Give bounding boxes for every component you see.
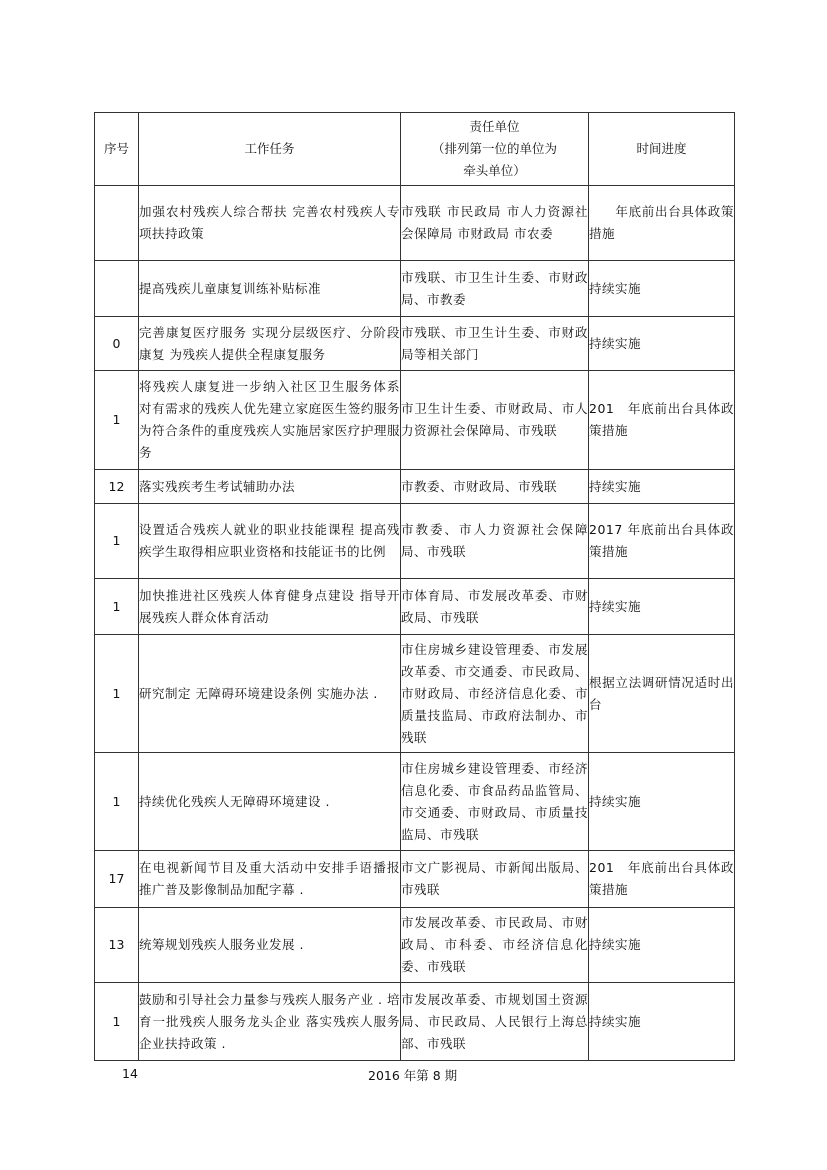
header-no: 序号 <box>95 113 139 186</box>
row-task: 加强农村残疾人综合帮扶 完善农村残疾人专项扶持政策 <box>139 186 401 261</box>
row-task: 统筹规划残疾人服务业发展 . <box>139 908 401 983</box>
row-task: 设置适合残疾人就业的职业技能课程 提高残疾学生取得相应职业资格和技能证书的比例 <box>139 504 401 579</box>
row-number: 13 <box>95 908 139 983</box>
table-row <box>95 317 735 371</box>
row-time: 持续实施 <box>589 470 735 504</box>
row-unit: 市残联、市卫生计生委、市财政局、市教委 <box>401 261 589 317</box>
row-unit: 市教委、市财政局、市残联 <box>401 470 589 504</box>
table-header-row <box>95 113 735 186</box>
row-task: 持续优化残疾人无障碍环境建设 . <box>139 753 401 851</box>
table-row <box>95 186 735 261</box>
row-time: 年底前出台具体政策措施 <box>589 186 735 261</box>
row-time: 持续实施 <box>589 753 735 851</box>
row-unit: 市住房城乡建设管理委、市发展改革委、市交通委、市民政局、市财政局、市经济信息化委、市质量技监局、市政府法制办、市残联 <box>401 635 589 753</box>
table-row <box>95 261 735 317</box>
row-number: 1 <box>95 753 139 851</box>
table-row <box>95 753 735 851</box>
row-time: 持续实施 <box>589 983 735 1061</box>
row-number: 17 <box>95 851 139 908</box>
header-unit-line: （排列第一位的单位为 <box>431 141 557 156</box>
row-task: 提高残疾儿童康复训练补贴标准 <box>139 261 401 317</box>
row-time: 201 年底前出台具体政策措施 <box>589 371 735 470</box>
row-number: 0 <box>95 317 139 371</box>
header-task: 工作任务 <box>139 113 401 186</box>
header-unit-line: 责任单位 <box>469 119 520 134</box>
row-time: 持续实施 <box>589 908 735 983</box>
row-number: 12 <box>95 470 139 504</box>
table-row <box>95 504 735 579</box>
row-number <box>95 261 139 317</box>
row-unit: 市体育局、市发展改革委、市财政局、市残联 <box>401 579 589 635</box>
row-number: 1 <box>95 983 139 1061</box>
row-time: 持续实施 <box>589 579 735 635</box>
row-number: 1 <box>95 579 139 635</box>
row-unit: 市残联 市民政局 市人力资源社会保障局 市财政局 市农委 <box>401 186 589 261</box>
header-unit <box>401 113 589 186</box>
row-task: 鼓励和引导社会力量参与残疾人服务产业 . 培育一批残疾人服务龙头企业 落实残疾人服务企业扶持政策 . <box>139 983 401 1061</box>
row-task: 将残疾人康复进一步纳入社区卫生服务体系 对有需求的残疾人优先建立家庭医生签约服务 为符合条件的重度残疾人实施居家医疗护理服务 <box>139 371 401 470</box>
row-unit: 市残联、市卫生计生委、市财政局等相关部门 <box>401 317 589 371</box>
row-number: 1 <box>95 371 139 470</box>
row-number: 1 <box>95 504 139 579</box>
row-time: 根据立法调研情况适时出台 <box>589 635 735 753</box>
row-unit: 市卫生计生委、市财政局、市人力资源社会保障局、市残联 <box>401 371 589 470</box>
header-unit-line: 牵头单位） <box>463 163 526 178</box>
table-row <box>95 635 735 753</box>
table-row <box>95 579 735 635</box>
table-row <box>95 983 735 1061</box>
row-unit: 市发展改革委、市规划国土资源局、市民政局、人民银行上海总部、市残联 <box>401 983 589 1061</box>
row-task: 落实残疾考生考试辅助办法 <box>139 470 401 504</box>
row-time: 持续实施 <box>589 261 735 317</box>
policy-task-table <box>94 112 735 1061</box>
table-row <box>95 371 735 470</box>
header-time: 时间进度 <box>589 113 735 186</box>
row-task: 在电视新闻节目及重大活动中安排手语播报 推广普及影像制品加配字幕 . <box>139 851 401 908</box>
row-unit: 市住房城乡建设管理委、市经济信息化委、市食品药品监管局、市交通委、市财政局、市质量技监局、市残联 <box>401 753 589 851</box>
row-number <box>95 186 139 261</box>
table-row <box>95 908 735 983</box>
row-time: 2017 年底前出台具体政策措施 <box>589 504 735 579</box>
row-unit: 市发展改革委、市民政局、市财政局、市科委、市经济信息化委、市残联 <box>401 908 589 983</box>
row-time: 201 年底前出台具体政策措施 <box>589 851 735 908</box>
table-row <box>95 851 735 908</box>
row-task: 完善康复医疗服务 实现分层级医疗、分阶段康复 为残疾人提供全程康复服务 <box>139 317 401 371</box>
page-number: 14 <box>122 1066 138 1081</box>
row-time: 持续实施 <box>589 317 735 371</box>
issue-label: 2016 年第 8 期 <box>368 1068 458 1083</box>
row-number: 1 <box>95 635 139 753</box>
table-row <box>95 470 735 504</box>
row-task: 加快推进社区残疾人体育健身点建设 指导开展残疾人群众体育活动 <box>139 579 401 635</box>
row-task: 研究制定 无障碍环境建设条例 实施办法 . <box>139 635 401 753</box>
row-unit: 市教委、市人力资源社会保障局、市残联 <box>401 504 589 579</box>
row-unit: 市文广影视局、市新闻出版局、市残联 <box>401 851 589 908</box>
